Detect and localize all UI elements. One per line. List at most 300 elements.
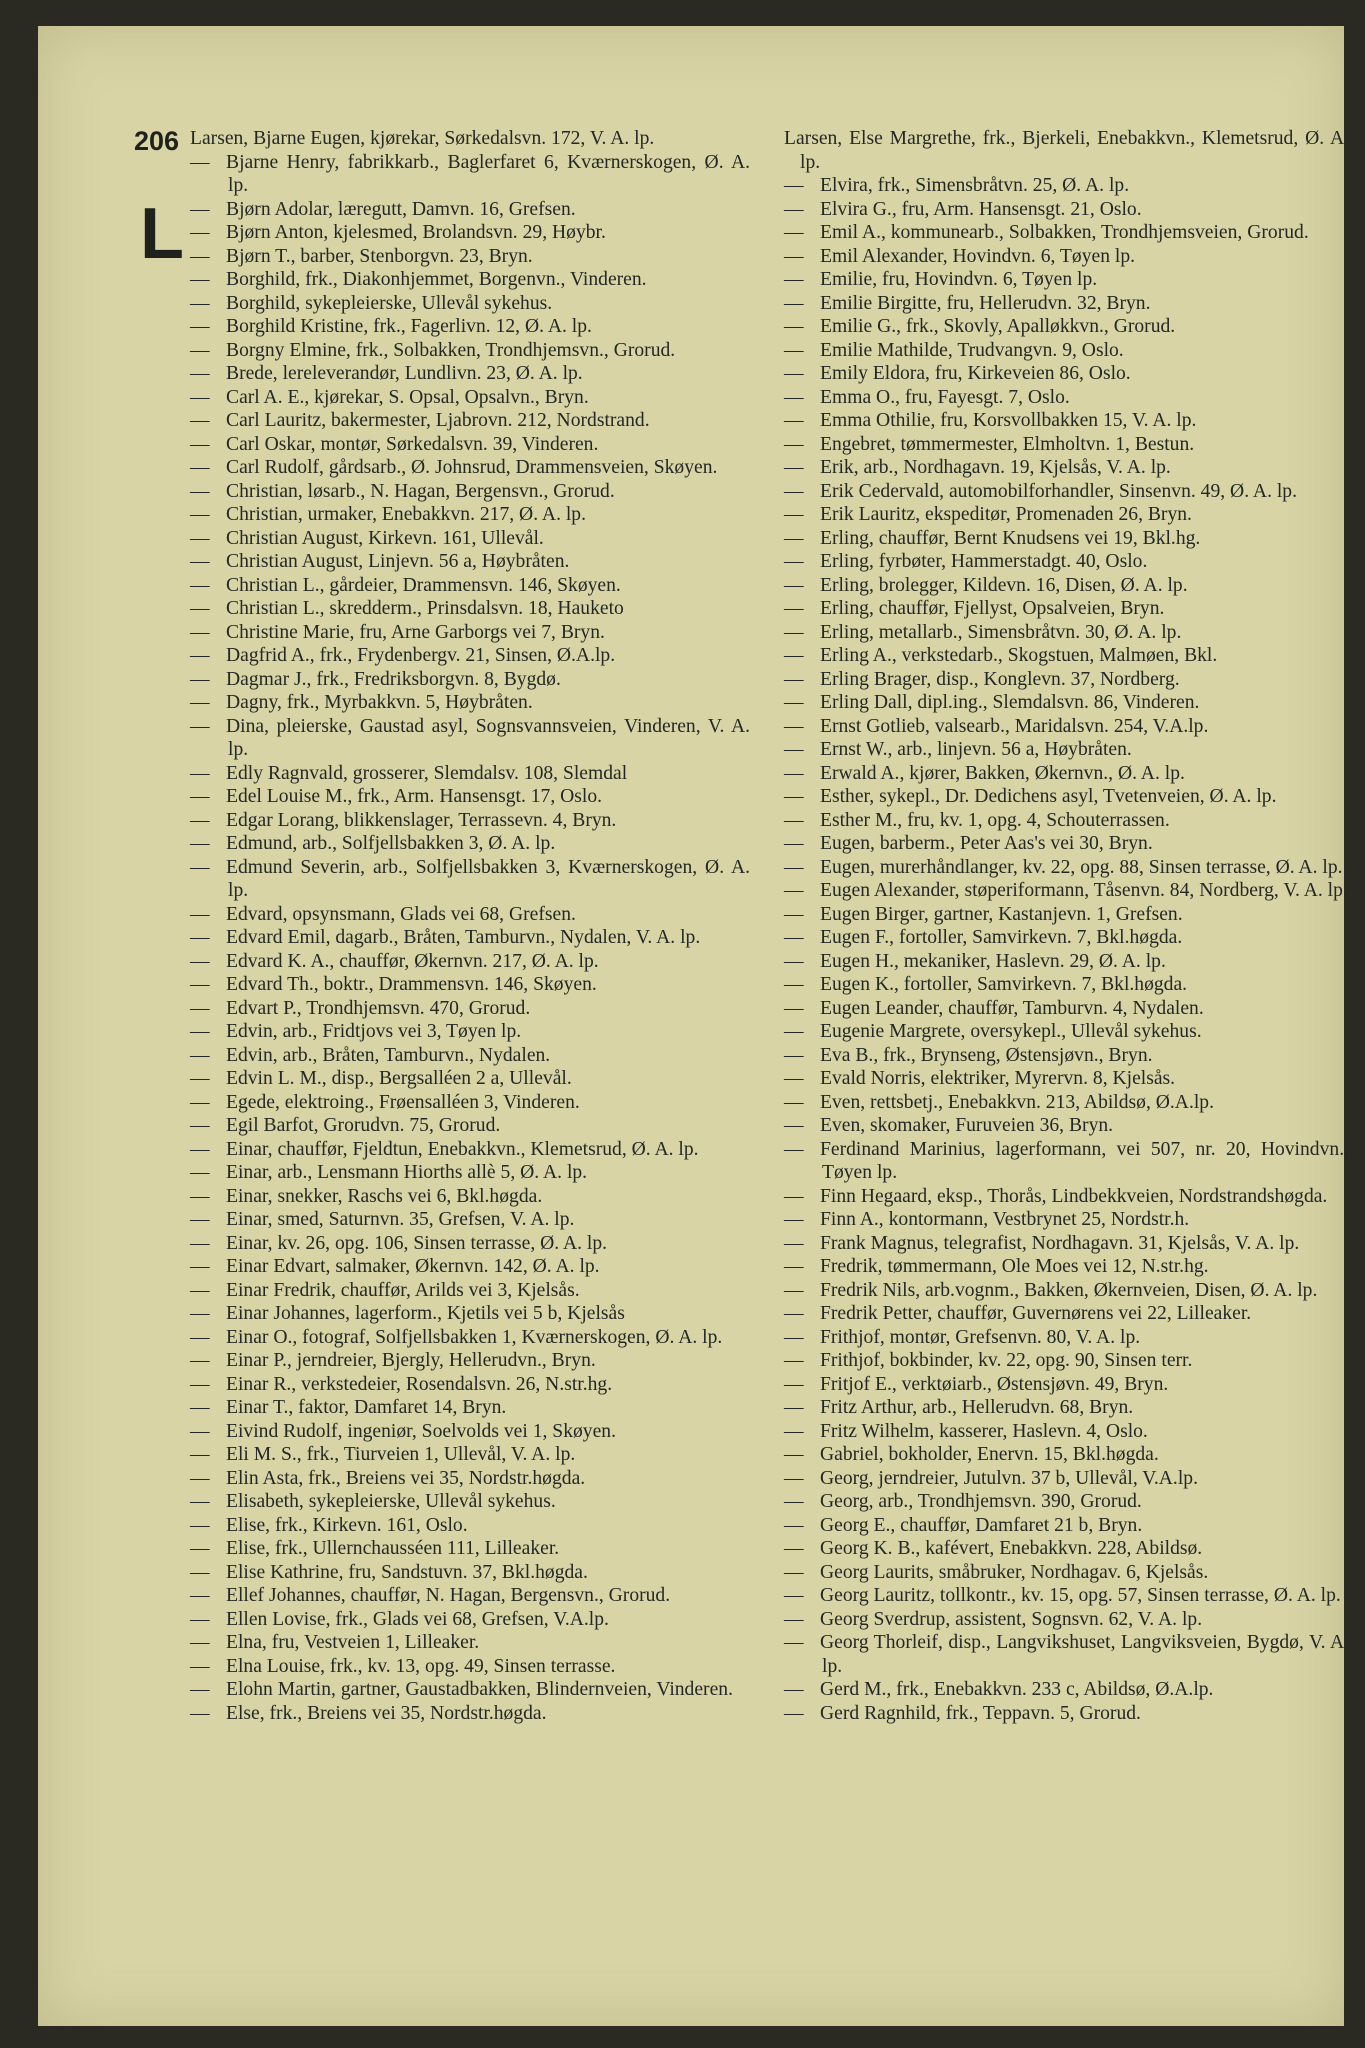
entry-text: Emil Alexander, Hovindvn. 6, Tøyen lp. bbox=[820, 245, 1136, 267]
directory-entry bbox=[784, 221, 1349, 245]
entry-text: Emma Othilie, fru, Korsvollbakken 15, V. A. lp. bbox=[820, 410, 1197, 431]
entry-text: Bjørn T., barber, Stenborgvn. 23, Bryn. bbox=[226, 245, 533, 267]
entry-text: Georg Thorleif, disp., Langvikshuset, Langviksveien, Bygdø, V. A. lp. bbox=[820, 1632, 1349, 1677]
ditto-dash: — bbox=[784, 645, 804, 666]
entry-text: Carl Oskar, montør, Sørkedalsvn. 39, Vinderen. bbox=[226, 433, 599, 455]
entry-text: Fritz Arthur, arb., Hellerudvn. 68, Bryn. bbox=[820, 1397, 1134, 1418]
entry-text: Elvira G., fru, Arm. Hansensgt. 21, Oslo. bbox=[820, 198, 1142, 220]
directory-entry bbox=[190, 1490, 750, 1514]
entry-text: Georg E., chauffør, Damfaret 21 b, Bryn. bbox=[820, 1514, 1143, 1536]
entry-text: Erik, arb., Nordhagavn. 19, Kjelsås, V. A. lp. bbox=[820, 457, 1171, 478]
directory-entry bbox=[190, 503, 750, 527]
ditto-dash: — bbox=[784, 1350, 804, 1371]
ditto-dash: — bbox=[190, 692, 210, 713]
ditto-dash: — bbox=[190, 1256, 210, 1277]
ditto-dash: — bbox=[190, 1538, 210, 1559]
directory-entry bbox=[190, 550, 750, 574]
entry-text: Ellen Lovise, frk., Glads vei 68, Grefsen, V.A.lp. bbox=[226, 1608, 609, 1630]
ditto-dash: — bbox=[784, 1115, 804, 1136]
ditto-dash: — bbox=[190, 927, 210, 948]
entry-text: Elin Asta, frk., Breiens vei 35, Nordstr.høgda. bbox=[226, 1467, 586, 1489]
entry-text: Esther, sykepl., Dr. Dedichens asyl, Tvetenveien, Ø. A. lp. bbox=[820, 786, 1277, 807]
entry-text: Fritjof E., verktøiarb., Østensjøvn. 49, Bryn. bbox=[820, 1373, 1169, 1395]
entry-text: Even, rettsbetj., Enebakkvn. 213, Abildsø, Ø.A.lp. bbox=[820, 1091, 1214, 1113]
entry-text: Erling, chauffør, Fjellyst, Opsalveien, Bryn. bbox=[820, 598, 1165, 619]
directory-entry bbox=[190, 1279, 750, 1303]
directory-entry bbox=[784, 268, 1349, 292]
entry-text: Erling Dall, dipl.ing., Slemdalsvn. 86, Vinderen. bbox=[820, 692, 1200, 713]
ditto-dash: — bbox=[784, 903, 804, 925]
ditto-dash: — bbox=[190, 222, 210, 243]
directory-entry bbox=[784, 1138, 1349, 1185]
directory-entry bbox=[190, 268, 750, 292]
entry-text: Frank Magnus, telegrafist, Nordhagavn. 31, Kjelsås, V. A. lp. bbox=[820, 1232, 1300, 1254]
entry-text: Eivind Rudolf, ingeniør, Soelvolds vei 1, Skøyen. bbox=[226, 1420, 616, 1442]
ditto-dash: — bbox=[190, 1655, 210, 1677]
ditto-dash: — bbox=[190, 1350, 210, 1371]
ditto-dash: — bbox=[784, 1256, 804, 1277]
directory-entry bbox=[190, 1185, 750, 1209]
entry-text: Ferdinand Marinius, lagerformann, vei 507, nr. 20, Hovindvn., Tøyen lp. bbox=[820, 1138, 1349, 1183]
directory-entry bbox=[190, 339, 750, 363]
directory-entry bbox=[190, 1443, 750, 1467]
entry-text: Else, frk., Breiens vei 35, Nordstr.høgda. bbox=[226, 1702, 547, 1724]
directory-entry bbox=[784, 1020, 1349, 1044]
entry-text: Edvard Emil, dagarb., Bråten, Tamburvn., Nydalen, V. A. lp. bbox=[226, 927, 701, 948]
ditto-dash: — bbox=[190, 1397, 210, 1418]
directory-entry bbox=[784, 245, 1349, 269]
directory-entry bbox=[784, 409, 1349, 433]
entry-text: Bjørn Adolar, læregutt, Damvn. 16, Grefsen. bbox=[226, 198, 576, 220]
ditto-dash: — bbox=[190, 950, 210, 972]
ditto-dash: — bbox=[190, 833, 210, 854]
entry-text: Gabriel, bokholder, Enervn. 15, Bkl.høgda. bbox=[820, 1444, 1159, 1465]
entry-text: Elise Kathrine, fru, Sandstuvn. 37, Bkl.høgda. bbox=[226, 1561, 588, 1583]
entry-text: Elvira, frk., Simensbråtvn. 25, Ø. A. lp. bbox=[820, 175, 1130, 196]
entry-text: Edvard, opsynsmann, Glads vei 68, Grefsen. bbox=[226, 903, 576, 925]
ditto-dash: — bbox=[190, 457, 210, 478]
directory-entry bbox=[784, 832, 1349, 856]
ditto-dash: — bbox=[190, 386, 210, 408]
entry-text: Edvart P., Trondhjemsvn. 470, Grorud. bbox=[226, 997, 531, 1019]
ditto-dash: — bbox=[190, 974, 210, 995]
entry-text: Edvin, arb., Fridtjovs vei 3, Tøyen lp. bbox=[226, 1021, 522, 1042]
directory-entry bbox=[784, 574, 1349, 598]
entry-text: Eugen H., mekaniker, Haslevn. 29, Ø. A. lp. bbox=[820, 950, 1166, 972]
directory-entry bbox=[190, 1608, 750, 1632]
directory-entry bbox=[784, 1561, 1349, 1585]
directory-entry bbox=[190, 950, 750, 974]
directory-entry bbox=[190, 1349, 750, 1373]
ditto-dash: — bbox=[784, 386, 804, 408]
left-column bbox=[190, 127, 750, 1725]
directory-entry bbox=[784, 879, 1349, 903]
entry-text: Erling, brolegger, Kildevn. 16, Disen, Ø. A. lp. bbox=[820, 574, 1188, 596]
directory-entry bbox=[784, 715, 1349, 739]
entry-text: Eva B., frk., Brynseng, Østensjøvn., Bryn. bbox=[820, 1044, 1153, 1066]
directory-entry bbox=[784, 1396, 1349, 1420]
ditto-dash: — bbox=[190, 856, 210, 878]
entry-text: Emilie, fru, Hovindvn. 6, Tøyen lp. bbox=[820, 269, 1098, 290]
entry-text: Dagmar J., frk., Fredriksborgvn. 8, Bygdø. bbox=[226, 668, 561, 690]
directory-entry bbox=[784, 1279, 1349, 1303]
entry-text: Einar Johannes, lagerform., Kjetils vei 5 b, Kjelsås bbox=[226, 1303, 625, 1324]
ditto-dash: — bbox=[784, 1326, 804, 1348]
entry-text: Erik Cedervald, automobilforhandler, Sinsenvn. 49, Ø. A. lp. bbox=[820, 480, 1298, 502]
directory-entry bbox=[190, 198, 750, 222]
directory-entry bbox=[190, 691, 750, 715]
directory-entry bbox=[784, 1255, 1349, 1279]
ditto-dash: — bbox=[784, 715, 804, 737]
entry-text: Fredrik, tømmermann, Ole Moes vei 12, N.str.hg. bbox=[820, 1256, 1209, 1277]
directory-entry bbox=[190, 1114, 750, 1138]
directory-entry bbox=[784, 903, 1349, 927]
ditto-dash: — bbox=[784, 974, 804, 995]
entry-text: Larsen, Bjarne Eugen, kjørekar, Sørkedalsvn. 172, V. A. lp. bbox=[190, 128, 655, 149]
directory-entry bbox=[784, 1185, 1349, 1209]
directory-entry bbox=[784, 950, 1349, 974]
directory-entry bbox=[784, 1702, 1349, 1726]
ditto-dash: — bbox=[784, 363, 804, 384]
entry-text: Edgar Lorang, blikkenslager, Terrassevn. 4, Bryn. bbox=[226, 809, 617, 831]
directory-entry bbox=[784, 1490, 1349, 1514]
entry-text: Finn Hegaard, eksp., Thorås, Lindbekkveien, Nordstrandshøgda. bbox=[820, 1185, 1328, 1207]
entry-text: Borghild, frk., Diakonhjemmet, Borgenvn., Vinderen. bbox=[226, 269, 647, 290]
directory-entry bbox=[784, 762, 1349, 786]
directory-entry bbox=[784, 550, 1349, 574]
directory-entry bbox=[190, 1091, 750, 1115]
ditto-dash: — bbox=[190, 1420, 210, 1442]
entry-text: Frithjof, montør, Grefsenvn. 80, V. A. lp. bbox=[820, 1326, 1141, 1348]
entry-text: Erling, fyrbøter, Hammerstadgt. 40, Oslo. bbox=[820, 551, 1148, 572]
entry-text: Einar, kv. 26, opg. 106, Sinsen terrasse, Ø. A. lp. bbox=[226, 1232, 608, 1254]
directory-entry bbox=[190, 1326, 750, 1350]
directory-entry bbox=[190, 1138, 750, 1162]
directory-entry bbox=[784, 1114, 1349, 1138]
directory-entry bbox=[190, 903, 750, 927]
directory-entry bbox=[784, 856, 1349, 880]
entry-text: Erik Lauritz, ekspeditør, Promenaden 26, Bryn. bbox=[820, 504, 1192, 525]
ditto-dash: — bbox=[784, 786, 804, 807]
entry-text: Einar T., faktor, Damfaret 14, Bryn. bbox=[226, 1397, 507, 1418]
ditto-dash: — bbox=[784, 1209, 804, 1230]
entry-text: Eugen, barberm., Peter Aas's vei 30, Bryn. bbox=[820, 833, 1153, 854]
entry-text: Georg, jerndreier, Jutulvn. 37 b, Ullevål, V.A.lp. bbox=[820, 1467, 1198, 1489]
entry-text: Bjørn Anton, kjelesmed, Brolandsvn. 29, Høybr. bbox=[226, 222, 606, 243]
entry-text: Edvard Th., boktr., Drammensvn. 146, Skøyen. bbox=[226, 974, 597, 995]
ditto-dash: — bbox=[784, 809, 804, 831]
ditto-dash: — bbox=[784, 598, 804, 619]
entry-text: Erling Brager, disp., Konglevn. 37, Nordberg. bbox=[820, 668, 1180, 690]
entry-text: Eugen Alexander, støperiformann, Tåsenvn. 84, Nordberg, V. A. lp. bbox=[820, 880, 1348, 901]
ditto-dash: — bbox=[784, 1303, 804, 1324]
entry-text: Brede, lereleverandør, Lundlivn. 23, Ø. A. lp. bbox=[226, 363, 583, 384]
entry-text: Finn A., kontormann, Vestbrynet 25, Nordstr.h. bbox=[820, 1209, 1190, 1230]
directory-entry bbox=[190, 1514, 750, 1538]
entry-text: Eugen K., fortoller, Samvirkevn. 7, Bkl.høgda. bbox=[820, 974, 1188, 995]
ditto-dash: — bbox=[190, 1068, 210, 1089]
ditto-dash: — bbox=[784, 1702, 804, 1724]
ditto-dash: — bbox=[784, 551, 804, 572]
directory-entry bbox=[784, 1302, 1349, 1326]
directory-entry bbox=[784, 174, 1349, 198]
entry-text: Borghild Kristine, frk., Fagerlivn. 12, Ø. A. lp. bbox=[226, 316, 592, 337]
directory-entry bbox=[784, 292, 1349, 316]
ditto-dash: — bbox=[784, 1397, 804, 1418]
page-number: 206 bbox=[134, 126, 180, 156]
ditto-dash: — bbox=[190, 1185, 210, 1207]
entry-text: Edmund, arb., Solfjellsbakken 3, Ø. A. lp. bbox=[226, 833, 556, 854]
directory-page bbox=[38, 26, 1349, 2026]
ditto-dash: — bbox=[190, 480, 210, 502]
directory-entry bbox=[784, 127, 1349, 174]
ditto-dash: — bbox=[190, 574, 210, 596]
directory-entry bbox=[784, 1326, 1349, 1350]
ditto-dash: — bbox=[190, 786, 210, 807]
directory-entry bbox=[784, 362, 1349, 386]
entry-text: Christian L., skredderm., Prinsdalsvn. 18, Hauketo bbox=[226, 598, 624, 619]
ditto-dash: — bbox=[190, 1585, 210, 1606]
ditto-dash: — bbox=[190, 1021, 210, 1042]
ditto-dash: — bbox=[190, 1326, 210, 1348]
entry-text: Evald Norris, elektriker, Myrervn. 8, Kjelsås. bbox=[820, 1068, 1176, 1089]
entry-text: Edel Louise M., frk., Arm. Hansensgt. 17, Oslo. bbox=[226, 786, 603, 807]
entry-text: Eugenie Margrete, oversykepl., Ullevål sykehus. bbox=[820, 1021, 1202, 1042]
directory-entry bbox=[190, 409, 750, 433]
entry-text: Emilie Mathilde, Trudvangvn. 9, Oslo. bbox=[820, 339, 1124, 361]
directory-entry bbox=[784, 386, 1349, 410]
ditto-dash: — bbox=[190, 1209, 210, 1230]
directory-entry bbox=[190, 621, 750, 645]
directory-entry bbox=[190, 832, 750, 856]
ditto-dash: — bbox=[190, 997, 210, 1019]
entry-text: Georg Sverdrup, assistent, Sognsvn. 62, V. A. lp. bbox=[820, 1608, 1203, 1630]
entry-text: Elise, frk., Ullernchausséen 111, Lilleaker. bbox=[226, 1538, 560, 1559]
entry-text: Emil A., kommunearb., Solbakken, Trondhjemsveien, Grorud. bbox=[820, 222, 1309, 243]
ditto-dash: — bbox=[190, 151, 210, 173]
entry-text: Dagfrid A., frk., Frydenbergv. 21, Sinsen, Ø.A.lp. bbox=[226, 645, 616, 666]
directory-entry bbox=[784, 1467, 1349, 1491]
entry-text: Christian, løsarb., N. Hagan, Bergensvn., Grorud. bbox=[226, 480, 615, 502]
entry-text: Christine Marie, fru, Arne Garborgs vei 7, Bryn. bbox=[226, 621, 605, 643]
entry-text: Elohn Martin, gartner, Gaustadbakken, Blindernveien, Vinderen. bbox=[226, 1679, 733, 1700]
directory-entry bbox=[784, 738, 1349, 762]
ditto-dash: — bbox=[190, 1561, 210, 1583]
directory-entry bbox=[784, 1678, 1349, 1702]
ditto-dash: — bbox=[190, 621, 210, 643]
ditto-dash: — bbox=[190, 1632, 210, 1653]
ditto-dash: — bbox=[784, 1444, 804, 1465]
directory-entry bbox=[190, 1161, 750, 1185]
directory-entry bbox=[784, 668, 1349, 692]
directory-entry bbox=[190, 997, 750, 1021]
entry-text: Borghild, sykepleierske, Ullevål sykehus. bbox=[226, 292, 553, 314]
directory-entry bbox=[190, 668, 750, 692]
ditto-dash: — bbox=[784, 1021, 804, 1042]
entry-text: Esther M., fru, kv. 1, opg. 4, Schouterrassen. bbox=[820, 809, 1170, 831]
entry-text: Fredrik Nils, arb.vognm., Bakken, Økernveien, Disen, Ø. A. lp. bbox=[820, 1279, 1318, 1301]
entry-text: Engebret, tømmermester, Elmholtvn. 1, Bestun. bbox=[820, 433, 1195, 455]
directory-entry bbox=[190, 1373, 750, 1397]
entry-text: Christian August, Linjevn. 56 a, Høybråten. bbox=[226, 551, 570, 572]
entry-text: Eugen Birger, gartner, Kastanjevn. 1, Grefsen. bbox=[820, 903, 1183, 925]
directory-entry bbox=[190, 926, 750, 950]
ditto-dash: — bbox=[784, 1420, 804, 1442]
directory-entry bbox=[190, 151, 750, 198]
directory-entry bbox=[190, 597, 750, 621]
directory-entry bbox=[784, 1232, 1349, 1256]
directory-entry bbox=[784, 1608, 1349, 1632]
ditto-dash: — bbox=[190, 269, 210, 290]
ditto-dash: — bbox=[190, 198, 210, 220]
directory-entry bbox=[190, 1044, 750, 1068]
ditto-dash: — bbox=[784, 1232, 804, 1254]
ditto-dash: — bbox=[190, 715, 210, 737]
directory-entry bbox=[190, 644, 750, 668]
directory-entry bbox=[784, 456, 1349, 480]
ditto-dash: — bbox=[190, 1091, 210, 1113]
directory-entry bbox=[190, 1232, 750, 1256]
ditto-dash: — bbox=[784, 1608, 804, 1630]
ditto-dash: — bbox=[784, 950, 804, 972]
ditto-dash: — bbox=[190, 668, 210, 690]
entry-text: Einar R., verkstedeier, Rosendalsvn. 26, N.str.hg. bbox=[226, 1373, 613, 1395]
ditto-dash: — bbox=[784, 621, 804, 643]
ditto-dash: — bbox=[784, 504, 804, 525]
ditto-dash: — bbox=[784, 292, 804, 314]
ditto-dash: — bbox=[190, 1279, 210, 1301]
entry-text: Emma O., fru, Fayesgt. 7, Oslo. bbox=[820, 386, 1070, 408]
directory-entry bbox=[784, 997, 1349, 1021]
ditto-dash: — bbox=[190, 316, 210, 337]
directory-entry bbox=[784, 1091, 1349, 1115]
directory-entry bbox=[784, 1208, 1349, 1232]
directory-entry bbox=[190, 1537, 750, 1561]
ditto-dash: — bbox=[190, 292, 210, 314]
entry-text: Edmund Severin, arb., Solfjellsbakken 3, Kværnerskogen, Ø. A. lp. bbox=[226, 856, 750, 901]
entry-text: Emily Eldora, fru, Kirkeveien 86, Oslo. bbox=[820, 363, 1131, 384]
directory-entry bbox=[784, 621, 1349, 645]
directory-entry bbox=[784, 691, 1349, 715]
entry-text: Edvard K. A., chauffør, Økernvn. 217, Ø. A. lp. bbox=[226, 950, 599, 972]
ditto-dash: — bbox=[784, 410, 804, 431]
ditto-dash: — bbox=[190, 1303, 210, 1324]
ditto-dash: — bbox=[190, 1115, 210, 1136]
directory-entry bbox=[784, 1443, 1349, 1467]
ditto-dash: — bbox=[190, 1044, 210, 1066]
ditto-dash: — bbox=[190, 410, 210, 431]
directory-entry bbox=[190, 715, 750, 762]
ditto-dash: — bbox=[190, 1608, 210, 1630]
entry-text: Egil Barfot, Grorudvn. 75, Grorud. bbox=[226, 1115, 501, 1136]
directory-entry bbox=[190, 1302, 750, 1326]
ditto-dash: — bbox=[784, 245, 804, 267]
entry-text: Georg Lauritz, tollkontr., kv. 15, opg. 57, Sinsen terrasse, Ø. A. lp. bbox=[820, 1585, 1341, 1606]
entry-text: Edly Ragnvald, grosserer, Slemdalsv. 108, Slemdal bbox=[226, 762, 628, 784]
directory-entry bbox=[784, 785, 1349, 809]
ditto-dash: — bbox=[784, 222, 804, 243]
entry-text: Dagny, frk., Myrbakkvn. 5, Høybråten. bbox=[226, 692, 533, 713]
ditto-dash: — bbox=[784, 927, 804, 948]
ditto-dash: — bbox=[190, 527, 210, 549]
entry-text: Eli M. S., frk., Tiurveien 1, Ullevål, V. A. lp. bbox=[226, 1444, 576, 1465]
ditto-dash: — bbox=[784, 457, 804, 478]
directory-entry bbox=[784, 1420, 1349, 1444]
directory-entry bbox=[190, 1561, 750, 1585]
ditto-dash: — bbox=[784, 997, 804, 1019]
ditto-dash: — bbox=[784, 1279, 804, 1301]
directory-entry bbox=[784, 433, 1349, 457]
directory-entry bbox=[190, 1255, 750, 1279]
ditto-dash: — bbox=[784, 762, 804, 784]
directory-entry bbox=[190, 315, 750, 339]
ditto-dash: — bbox=[190, 1232, 210, 1254]
directory-entry bbox=[784, 1044, 1349, 1068]
ditto-dash: — bbox=[784, 339, 804, 361]
section-letter: L bbox=[140, 194, 184, 274]
directory-entry bbox=[784, 1373, 1349, 1397]
directory-entry bbox=[784, 503, 1349, 527]
entry-text: Fredrik Petter, chauffør, Guvernørens vei 22, Lilleaker. bbox=[820, 1303, 1252, 1324]
ditto-dash: — bbox=[784, 668, 804, 690]
ditto-dash: — bbox=[784, 1538, 804, 1559]
directory-entry bbox=[784, 809, 1349, 833]
directory-entry bbox=[190, 1467, 750, 1491]
ditto-dash: — bbox=[784, 880, 804, 901]
directory-entry bbox=[190, 245, 750, 269]
entry-text: Ernst Gotlieb, valsearb., Maridalsvn. 254, V.A.lp. bbox=[820, 715, 1209, 737]
directory-entry bbox=[190, 433, 750, 457]
directory-entry bbox=[784, 1067, 1349, 1091]
ditto-dash: — bbox=[190, 1702, 210, 1724]
entry-text: Eugen F., fortoller, Samvirkevn. 7, Bkl.høgda. bbox=[820, 927, 1183, 948]
entry-text: Fritz Wilhelm, kasserer, Haslevn. 4, Oslo. bbox=[820, 1420, 1148, 1442]
entry-text: Gerd M., frk., Enebakkvn. 233 c, Abildsø, Ø.A.lp. bbox=[820, 1679, 1214, 1700]
entry-text: Eugen Leander, chauffør, Tamburvn. 4, Nydalen. bbox=[820, 997, 1204, 1019]
ditto-dash: — bbox=[784, 1491, 804, 1512]
ditto-dash: — bbox=[190, 598, 210, 619]
entry-text: Georg K. B., kafévert, Enebakkvn. 228, Abildsø. bbox=[820, 1538, 1203, 1559]
ditto-dash: — bbox=[190, 1138, 210, 1160]
ditto-dash: — bbox=[190, 1162, 210, 1183]
directory-entry bbox=[190, 362, 750, 386]
ditto-dash: — bbox=[190, 363, 210, 384]
ditto-dash: — bbox=[784, 692, 804, 713]
entry-text: Elise, frk., Kirkevn. 161, Oslo. bbox=[226, 1514, 468, 1536]
ditto-dash: — bbox=[784, 175, 804, 196]
ditto-dash: — bbox=[784, 1467, 804, 1489]
entry-text: Christian L., gårdeier, Drammensvn. 146, Skøyen. bbox=[226, 574, 621, 596]
entry-text: Edvin, arb., Bråten, Tamburvn., Nydalen. bbox=[226, 1044, 551, 1066]
entry-text: Larsen, Else Margrethe, frk., Bjerkeli, Enebakkvn., Klemetsrud, Ø. A. lp. bbox=[784, 128, 1349, 173]
directory-entry bbox=[190, 1020, 750, 1044]
ditto-dash: — bbox=[190, 1467, 210, 1489]
directory-entry bbox=[190, 1702, 750, 1726]
entry-text: Borgny Elmine, frk., Solbakken, Trondhjemsvn., Grorud. bbox=[226, 339, 676, 361]
directory-entry bbox=[190, 1584, 750, 1608]
directory-entry bbox=[784, 1631, 1349, 1678]
entry-text: Einar P., jerndreier, Bjergly, Hellerudvn., Bryn. bbox=[226, 1350, 596, 1371]
entry-text: Carl Lauritz, bakermester, Ljabrovn. 212, Nordstrand. bbox=[226, 410, 650, 431]
ditto-dash: — bbox=[784, 480, 804, 502]
ditto-dash: — bbox=[784, 1373, 804, 1395]
ditto-dash: — bbox=[190, 645, 210, 666]
entry-text: Emilie G., frk., Skovly, Apalløkkvn., Grorud. bbox=[820, 316, 1176, 337]
right-column bbox=[784, 127, 1349, 1725]
entry-text: Georg Laurits, småbruker, Nordhagav. 6, Kjelsås. bbox=[820, 1561, 1209, 1583]
directory-entry bbox=[190, 1420, 750, 1444]
entry-text: Erling, chauffør, Bernt Knudsens vei 19, Bkl.hg. bbox=[820, 527, 1201, 549]
